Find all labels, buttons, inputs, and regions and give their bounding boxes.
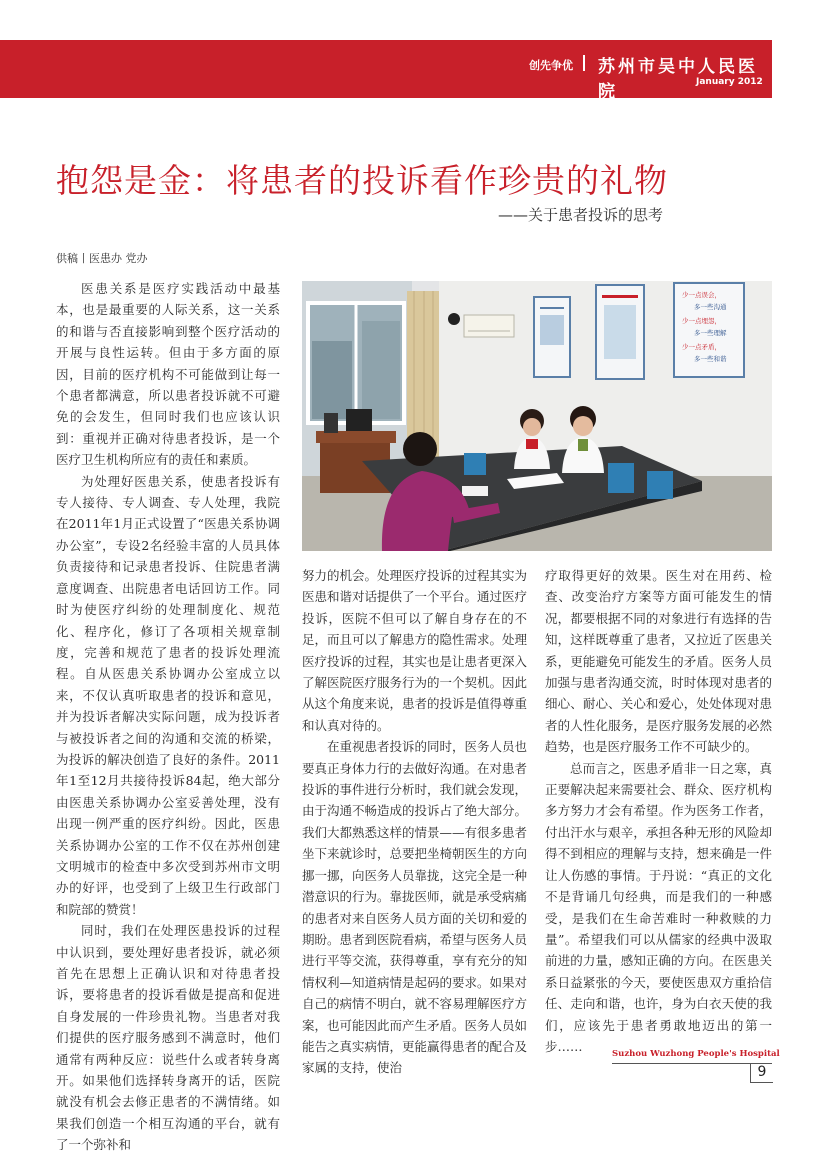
header-bar xyxy=(0,40,772,102)
paragraph: 在重视患者投诉的同时，医务人员也要真正身体力行的去做好沟通。在对患者投诉的事件进行分析时，我们就会发现，由于沟通不畅造成的投诉占了绝大部分。我们大都熟悉这样的情景——有很多患者坐下来就诊时，总要把坐椅朝医生的方向挪一挪，向医务人员靠拢，这完全是一种潜意识的行为。靠拢医师，就是承受病痛的患者对来自医务人员方面的关切和爱的期盼。患者到医院看病，希望与医务人员进行平等交流，获得尊重，享有充分的知情权利—知道病情是起码的要求。如果对自己的病情不明白，就不容易理解医疗方案，也可能因此而产生矛盾。医务人员如能告之真实病情，更能赢得患者的配合及家属的支持，使治 xyxy=(302,739,528,1076)
footer-publication: Suzhou Wuzhong People's Hospital xyxy=(612,1049,780,1059)
paragraph: 为处理好医患关系，使患者投诉有专人接待、专人调查、专人处理，我院在2011年1月正式设置了“医患关系协调办公室”，专设2名经验丰富的人员具体负责接待和记录患者投诉、住院患者满意度调查、出院患者电话回访工作。同时为使医疗纠纷的处理制度化、规范化、程序化，修订了各项相关规章制度，完善和规范了患者的投诉处理流程。自从医患关系协调办公室成立以来，不仅认真听取患者的投诉和意见，并为投诉者解决实际问题，成为投诉者与被投诉者之间的沟通和交流的桥梁，为投诉的解决创造了良好的条件。2011年1至12月共接待投诉84起，绝大部分由医患关系协调办公室妥善处理，没有出现一例严重的医疗纠纷。因此，医患关系协调办公室的工作不仅在苏州创建文明城市的检查中多次受到苏州市文明办的好评，也受到了上级卫生行政部门和院部的赞赏！ xyxy=(56,473,280,917)
footer-rule xyxy=(612,1063,772,1064)
article-byline: 供稿丨医患办 党办 xyxy=(56,252,148,265)
article-subtitle: ——关于患者投诉的思考 xyxy=(498,206,664,224)
text-column-3 xyxy=(545,565,772,1057)
issue-date: January 2012 xyxy=(696,77,763,87)
paragraph: 医患关系是医疗实践活动中最基本，也是最重要的人际关系，这一关系的和谐与否直接影响到整个医疗活动的开展与良性运转。但由于多方面的原因，目前的医疗机构不可能做到让每一个患者都满意，所以患者投诉就不可避免的会发生，但同时我们也应该认识到：重视并正确对待患者投诉，是一个医疗卫生机构所应有的责任和素质。 xyxy=(56,281,280,468)
poster-line: 少一点埋怨， xyxy=(682,317,721,325)
poster-line: 少一点误会， xyxy=(682,291,721,299)
poster-line: 多一些理解 xyxy=(694,329,727,337)
paragraph: 疗取得更好的效果。医生对在用药、检查、改变治疗方案等方面可能发生的情况，都要根据不同的对象进行有选择的告知，这样既尊重了患者，又拉近了医患关系，更能避免可能发生的矛盾。医务人员加强与患者沟通交流，时时体现对患者的细心、耐心、关心和爱心，处处体现对患者的人性化服务，是医疗服务发展的必然趋势，也是医疗服务工作不可缺少的。 xyxy=(545,568,772,755)
office-photo xyxy=(302,281,772,551)
paragraph: 总而言之，医患矛盾非一日之寒，真正要解决起来需要社会、群众、医疗机构多方努力才会有希望。作为医务工作者，付出汗水与艰辛，承担各种无形的风险却得不到相应的理解与支持，想来确是一件让人伤感的事情。于丹说：“真正的文化不是背诵几句经典，而是我们的一种感受，是我们在生命苦难时一种救赎的力量”。希望我们可以从儒家的经典中汲取前进的力量，感知正确的方向。在医患关系日益紧张的今天，要使医患双方重拾信任、走向和谐，也许，身为白衣天使的我们，应该先于患者勇敢地迈出的第一步…… xyxy=(545,760,772,1054)
office-photo-illustration xyxy=(302,281,772,551)
article-title: 抱怨是金：将患者的投诉看作珍贵的礼物 xyxy=(56,161,668,200)
paragraph: 努力的机会。处理医疗投诉的过程其实为医患和谐对话提供了一个平台。通过医疗投诉，医院不但可以了解自身存在的不足，而且可以了解患方的隐性需求。处理医疗投诉的过程，其实也是让患者更深入了解医院医疗服务行为的一个契机。因此从这个角度来说，患者的投诉是值得尊重和认真对待的。 xyxy=(302,568,528,733)
page-number: 9 xyxy=(750,1063,773,1083)
header-tag: 创先争优 xyxy=(529,59,573,72)
poster-line: 多一些和谐 xyxy=(694,355,727,363)
poster-line: 多一些沟通 xyxy=(694,303,727,311)
paragraph: 同时，我们在处理医患投诉的过程中认识到，要处理好患者投诉，就必须首先在思想上正确认识和对待患者投诉，要将患者的投诉看做是提高和促进自身发展的一件珍贵礼物。当患者对我们提供的医疗服务感到不满意时，他们通常有两种反应：说些什么或者转身离开。如果他们选择转身离开的话，医院就没有机会去修正患者的不满情绪。如果我们创造一个相互沟通的平台，就有了一个弥补和 xyxy=(56,923,280,1153)
header-separator xyxy=(583,55,585,71)
hospital-name: 苏州市吴中人民医院 xyxy=(598,57,758,102)
text-column-2 xyxy=(302,565,527,1079)
text-column-1 xyxy=(56,278,280,1156)
poster-line: 少一点矛盾， xyxy=(682,343,721,351)
